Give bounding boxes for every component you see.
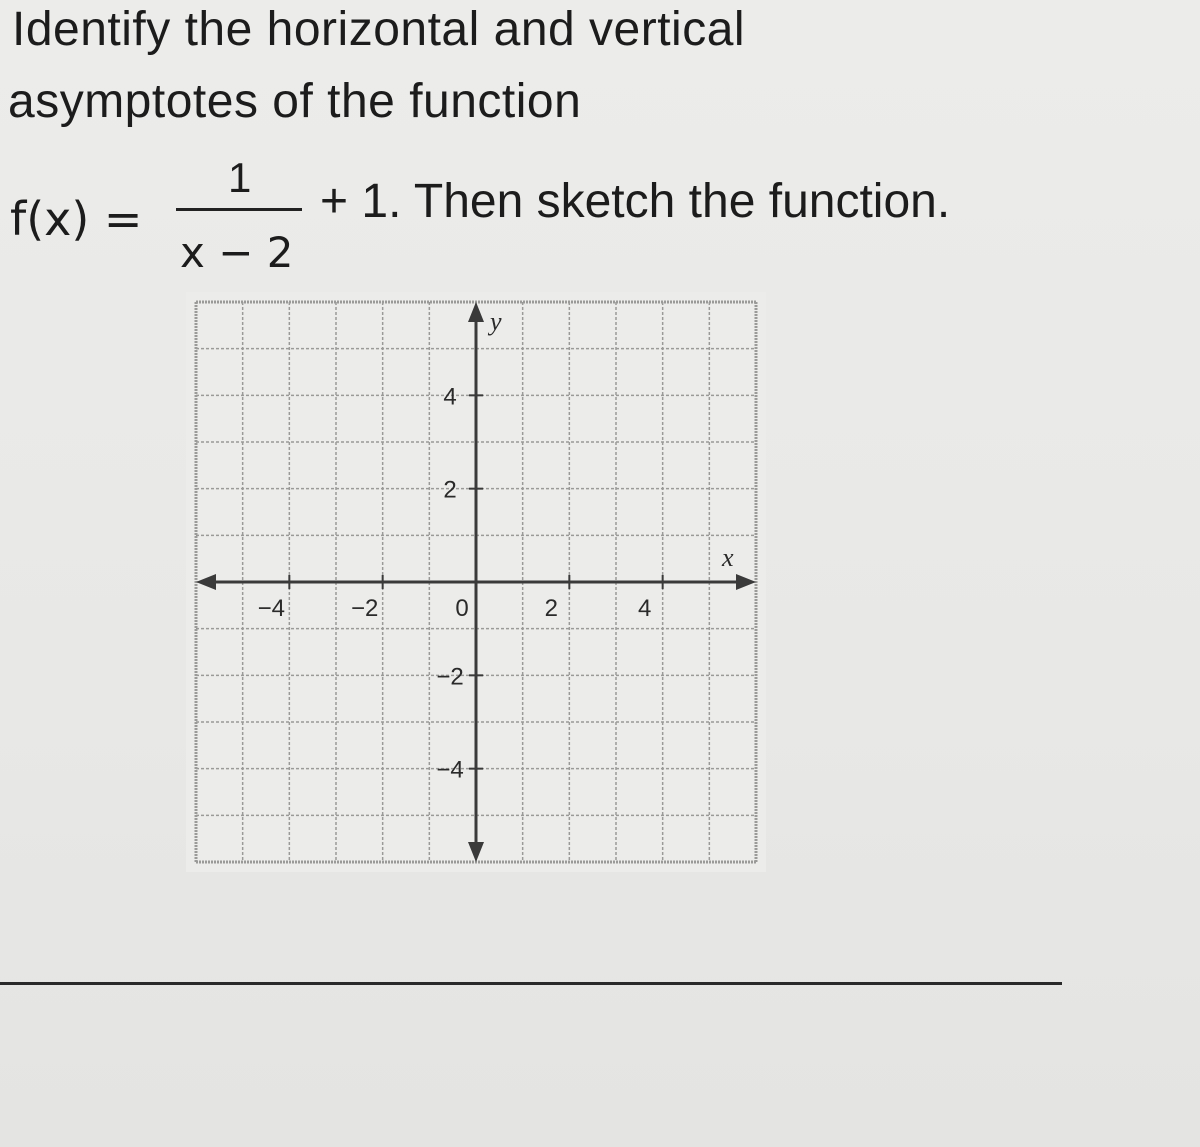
prompt-instruction: + 1. Then sketch the function. — [320, 175, 951, 228]
x-tick-label: 2 — [544, 595, 559, 622]
y-tick-label: −4 — [436, 756, 464, 784]
coordinate-grid[interactable] — [186, 292, 766, 872]
y-tick-label: 4 — [443, 383, 457, 411]
x-tick-label: −2 — [350, 595, 379, 622]
fraction-bar — [176, 208, 302, 211]
grid-svg[interactable] — [186, 292, 766, 872]
answer-line[interactable] — [0, 982, 1062, 985]
prompt-line-2: asymptotes of the function — [8, 75, 582, 128]
fraction-numerator: 1 — [228, 154, 252, 201]
fraction-denominator: x − 2 — [180, 228, 294, 277]
function-name: f(x) = — [10, 192, 143, 246]
function-equation — [10, 150, 1110, 280]
x-tick-label: 0 — [455, 595, 469, 622]
prompt-line-1: Identify the horizontal and vertical — [12, 3, 746, 56]
y-axis-label: y — [490, 307, 502, 336]
x-tick-label: 4 — [637, 595, 652, 622]
x-axis-label: x — [722, 543, 734, 572]
y-tick-label: 2 — [443, 476, 457, 504]
x-tick-label: −4 — [257, 595, 286, 622]
fraction — [166, 150, 306, 280]
y-tick-label: −2 — [436, 663, 464, 691]
